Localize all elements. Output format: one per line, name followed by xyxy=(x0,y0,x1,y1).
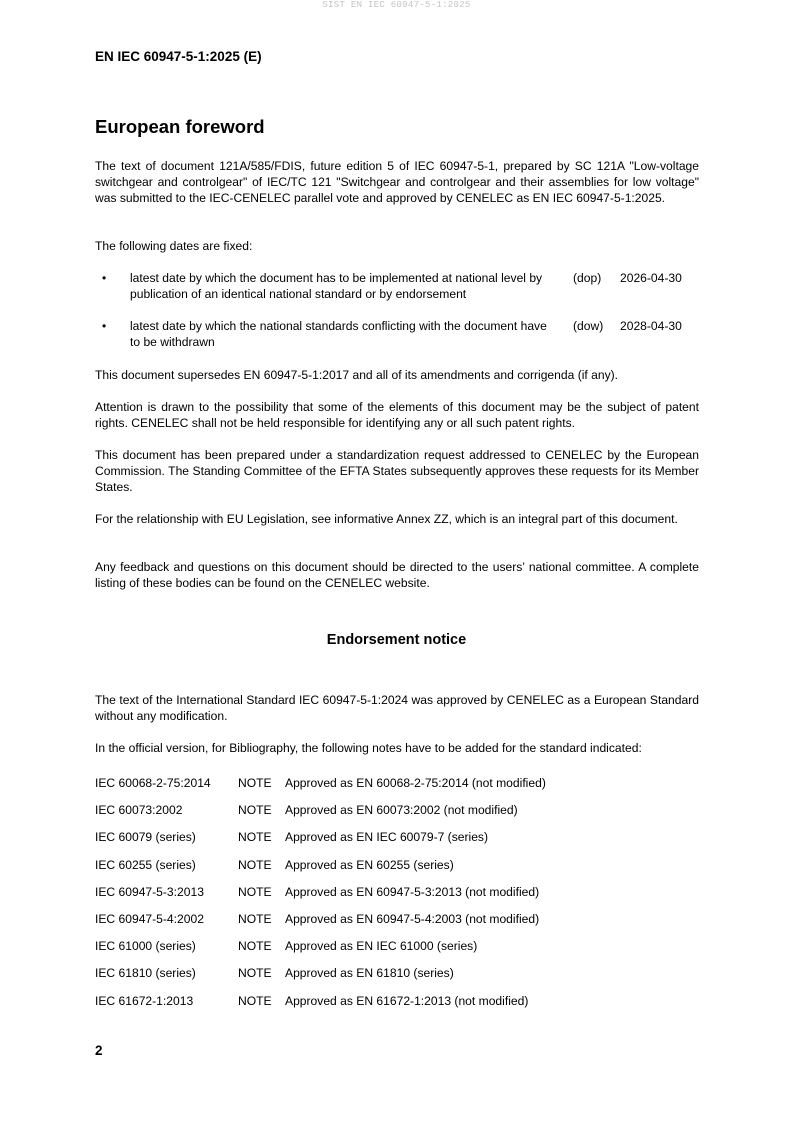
list-item xyxy=(95,830,699,857)
list-item xyxy=(95,776,699,803)
date-item-abbr: (dop) xyxy=(573,271,602,285)
note-text: Approved as EN 60068-2-75:2014 (not modified) xyxy=(285,776,546,790)
list-item xyxy=(95,885,699,912)
note-text: Approved as EN 60073:2002 (not modified) xyxy=(285,803,518,818)
bibliography-notes-list xyxy=(95,776,699,1021)
list-item xyxy=(95,858,699,885)
section-heading-endorsement: Endorsement notice xyxy=(326,632,467,648)
list-item xyxy=(95,912,699,939)
note-text: Approved as EN 60947-5-4:2003 (not modified) xyxy=(285,911,540,926)
note-label: NOTE xyxy=(238,966,272,981)
note-label: NOTE xyxy=(238,857,272,872)
note-reference: IEC 61672-1:2013 xyxy=(95,993,194,1008)
supersedes-block xyxy=(95,367,699,383)
list-item xyxy=(95,966,699,993)
date-item-text: latest date by which the document has to be implemented at national level by publication of an identical national standard or by endorsement xyxy=(130,271,543,301)
date-item-text: latest date by which the national standards conflicting with the document have to be withdrawn xyxy=(130,319,547,349)
list-item xyxy=(95,803,699,830)
supersedes-paragraph: This document supersedes EN 60947-5-1:2017 and all of its amendments and corrigenda (if any). xyxy=(95,368,619,382)
foreword-intro: The text of document 121A/585/FDIS, future edition 5 of IEC 60947-5-1, prepared by SC 121A "Low-voltage switchgear and controlgear" of IEC/TC 121 "Switchgear and controlgear and their assemblies for low voltage" was submitted to the IEC-CENELEC parallel vote and approved by CENELEC as EN IEC 60947-5-1:2025. xyxy=(95,159,699,205)
list-item xyxy=(95,939,699,966)
dates-intro-block xyxy=(95,238,699,254)
note-text: Approved as EN 60255 (series) xyxy=(285,857,454,872)
note-reference: IEC 60068-2-75:2014 xyxy=(95,776,211,790)
foreword-intro-block xyxy=(95,158,699,206)
note-reference: IEC 60255 (series) xyxy=(95,857,196,872)
date-item-date: 2028-04-30 xyxy=(620,319,682,333)
date-item-abbr: (dow) xyxy=(573,319,604,333)
note-label: NOTE xyxy=(238,776,272,790)
date-item-date: 2026-04-30 xyxy=(620,271,682,285)
note-label: NOTE xyxy=(238,939,272,954)
note-reference: IEC 61000 (series) xyxy=(95,939,196,954)
note-text: Approved as EN IEC 61000 (series) xyxy=(285,939,478,954)
note-label: NOTE xyxy=(238,911,272,926)
note-label: NOTE xyxy=(238,993,272,1008)
mandate-paragraph: This document has been prepared under a standardization request addressed to CENELEC by the European Commission. The Standing Committee of the EFTA States subsequently approves these requests for its Member States. xyxy=(95,448,699,494)
bibliography-intro: In the official version, for Bibliography, the following notes have to be added for the standard indicated: xyxy=(95,741,642,755)
patent-paragraph: Attention is drawn to the possibility that some of the elements of this document may be the subject of patent rights. CENELEC shall not be held responsible for identifying any or all such patent rights. xyxy=(95,400,699,430)
legislation-paragraph: For the relationship with EU Legislation, see informative Annex ZZ, which is an integral part of this document. xyxy=(95,512,678,526)
bibliography-intro-block xyxy=(95,740,699,756)
note-text: Approved as EN 60947-5-3:2013 (not modified) xyxy=(285,884,540,899)
page-number: 2 xyxy=(95,1043,103,1058)
note-reference: IEC 61810 (series) xyxy=(95,966,196,981)
note-label: NOTE xyxy=(238,803,272,818)
note-text: Approved as EN 61672-1:2013 (not modified) xyxy=(285,993,529,1008)
bullet-mark: • xyxy=(102,271,107,285)
section-heading-foreword: European foreword xyxy=(95,116,265,137)
feedback-paragraph: Any feedback and questions on this document should be directed to the users’ national committee. A complete listing of these bodies can be found on the CENELEC website. xyxy=(95,560,699,590)
patent-block xyxy=(95,399,699,431)
note-label: NOTE xyxy=(238,830,272,845)
note-text: Approved as EN IEC 60079-7 (series) xyxy=(285,830,489,845)
note-reference: IEC 60073:2002 xyxy=(95,803,183,818)
note-reference: IEC 60079 (series) xyxy=(95,830,196,845)
endorsement-block xyxy=(95,692,699,724)
document-identifier: EN IEC 60947-5-1:2025 (E) xyxy=(95,49,262,64)
watermark: SIST EN IEC 60947-5-1:2025 xyxy=(322,0,471,10)
note-label: NOTE xyxy=(238,884,272,899)
endorsement-paragraph: The text of the International Standard IEC 60947-5-1:2024 was approved by CENELEC as a European Standard without any modification. xyxy=(95,693,699,723)
dates-intro: The following dates are fixed: xyxy=(95,239,253,253)
bullet-mark: • xyxy=(102,319,107,333)
note-reference: IEC 60947-5-4:2002 xyxy=(95,911,204,926)
note-text: Approved as EN 61810 (series) xyxy=(285,966,454,981)
list-item xyxy=(95,994,699,1021)
feedback-block xyxy=(95,559,699,591)
mandate-block xyxy=(95,447,699,495)
note-reference: IEC 60947-5-3:2013 xyxy=(95,884,204,899)
legislation-block xyxy=(95,511,699,527)
